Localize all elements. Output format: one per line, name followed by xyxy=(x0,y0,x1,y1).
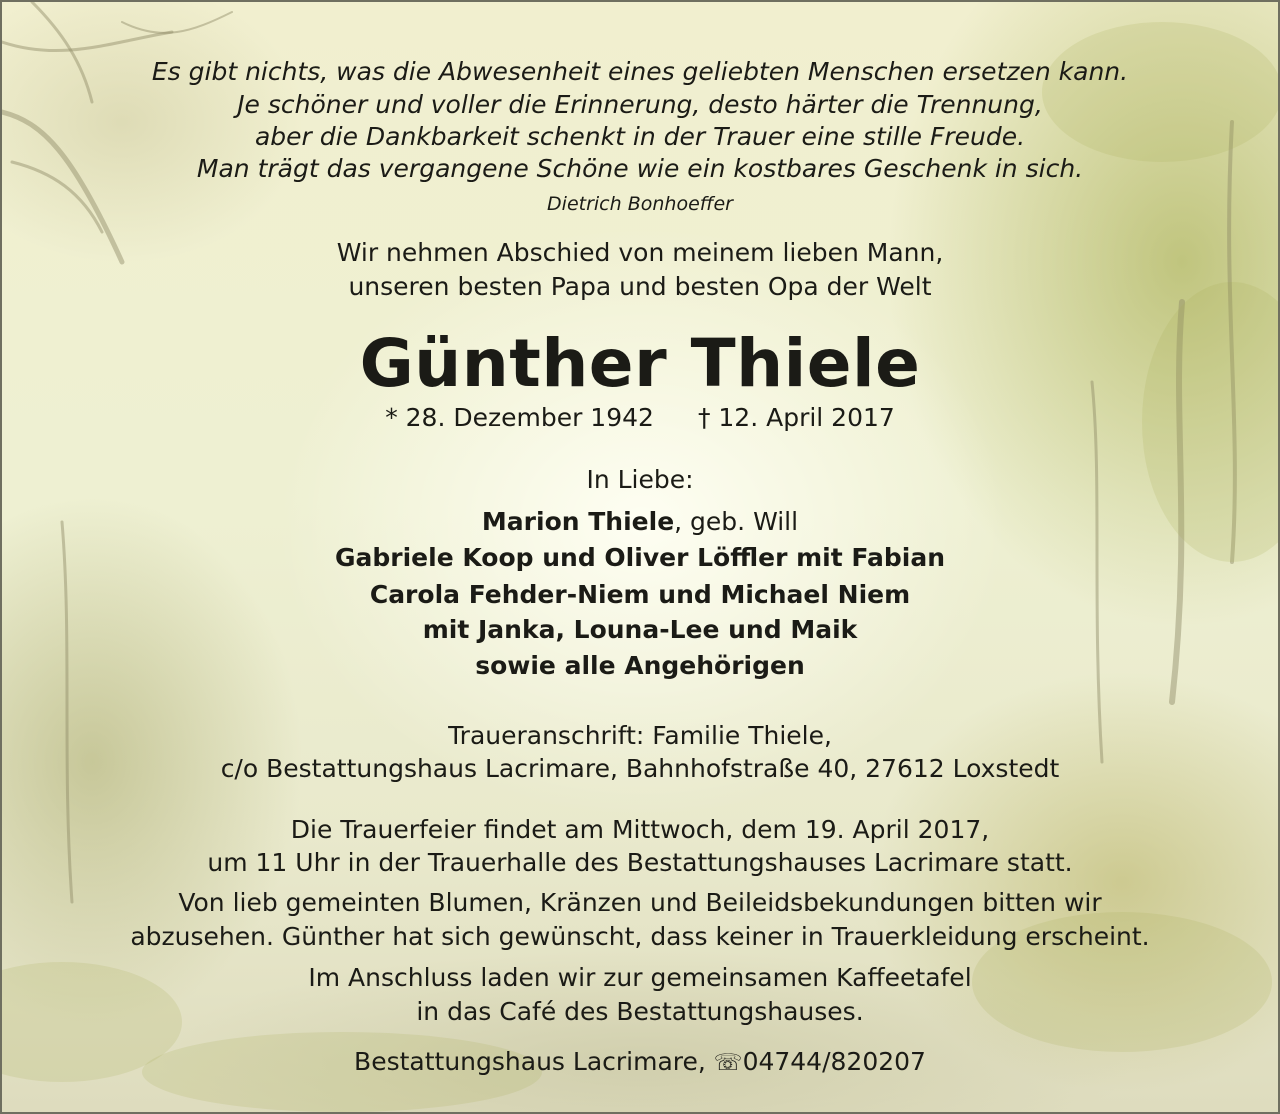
funeral-home-name: Bestattungshaus Lacrimare, xyxy=(354,1047,706,1076)
ceremony-line-1: Die Trauerfeier findet am Mittwoch, dem 19. April 2017, xyxy=(290,815,990,844)
mourner-line-5: sowie alle Angehörigen xyxy=(475,651,805,680)
mourner-line-2: Gabriele Koop und Oliver Löffler mit Fabian xyxy=(334,543,945,572)
telephone-icon: ☏ xyxy=(713,1050,743,1076)
mourner-line-3: Carola Fehder-Niem und Michael Niem xyxy=(369,580,911,609)
death-date: 12. April 2017 xyxy=(718,403,895,432)
quote-line-3: aber die Dankbarkeit schenkt in der Trauer eine stille Freude. xyxy=(254,122,1026,151)
quote-line-2: Je schöner und voller die Erinnerung, desto härter die Trennung, xyxy=(237,90,1043,119)
mourner-spouse-name: Marion Thiele xyxy=(481,507,675,536)
address-line-2: c/o Bestattungshaus Lacrimare, Bahnhofstraße 40, 27612 Loxstedt xyxy=(220,754,1060,783)
address-line-1: Traueranschrift: Familie Thiele, xyxy=(448,721,832,750)
invitation-line-2: in das Café des Bestattungshauses. xyxy=(416,997,864,1026)
request-line-1: Von lieb gemeinten Blumen, Kränzen und Beileidsbekundungen bitten wir xyxy=(178,888,1102,917)
life-dates xyxy=(2,403,1278,433)
intro-line-1: Wir nehmen Abschied von meinem lieben Mann, xyxy=(336,238,944,267)
mourner-line-1 xyxy=(2,507,1278,537)
intro-line-2: unseren besten Papa und besten Opa der Welt xyxy=(348,272,932,301)
invitation-line-1: Im Anschluss laden wir zur gemeinsamen Kaffeetafel xyxy=(308,963,972,992)
birth-date: 28. Dezember 1942 xyxy=(405,403,654,432)
mourners-heading: In Liebe: xyxy=(586,465,694,494)
birth-symbol: * xyxy=(385,403,398,432)
death-symbol: † xyxy=(697,403,711,432)
quote-author: Dietrich Bonhoeffer xyxy=(547,193,733,215)
mourner-spouse-suffix: , geb. Will xyxy=(674,507,799,536)
deceased-name: Günther Thiele xyxy=(359,325,921,402)
birth-date-group xyxy=(385,403,654,433)
phone-number: 04744/820207 xyxy=(742,1047,926,1076)
quote-line-4: Man trägt das vergangene Schöne wie ein kostbares Geschenk in sich. xyxy=(196,154,1084,183)
quote-line-1: Es gibt nichts, was die Abwesenheit eines geliebten Menschen ersetzen kann. xyxy=(151,57,1129,86)
request-line-2: abzusehen. Günther hat sich gewünscht, dass keiner in Trauerkleidung erscheint. xyxy=(130,922,1150,951)
ceremony-line-2: um 11 Uhr in der Trauerhalle des Bestattungshauses Lacrimare statt. xyxy=(207,848,1073,877)
footer-contact xyxy=(2,1047,1278,1078)
mourner-line-4: mit Janka, Louna-Lee und Maik xyxy=(422,615,858,644)
death-date-group xyxy=(698,403,895,433)
